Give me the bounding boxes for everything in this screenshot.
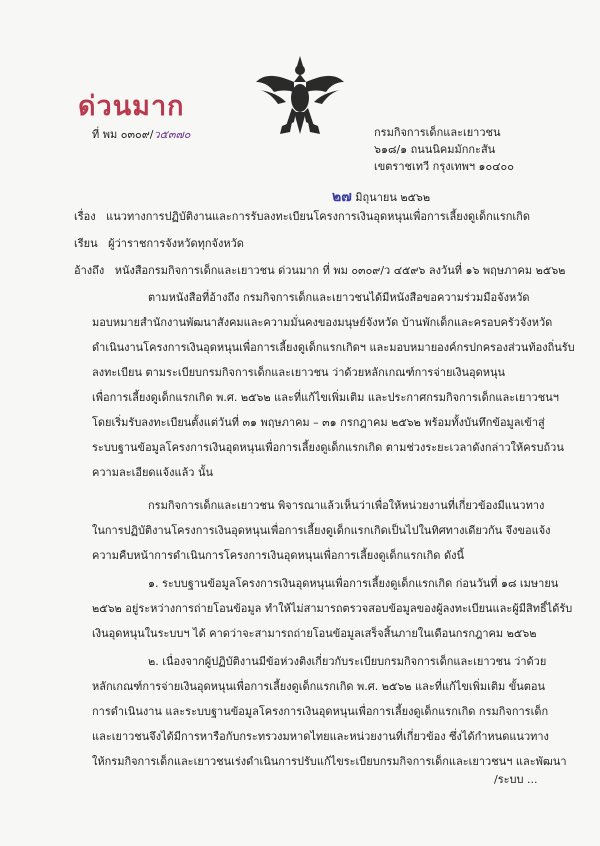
item2-line-3: การดำเนินงาน และระบบฐานข้อมูลโครงการเงินอุดหนุนเพื่อการเลี้ยงดูเด็กแรกเกิด กรมกิจการเด็ก — [92, 705, 549, 718]
garuda-emblem-icon — [250, 52, 350, 142]
urgent-stamp: ด่วนมาก — [78, 91, 185, 122]
sender-name: กรมกิจการเด็กและเยาวชน — [374, 126, 501, 139]
para1-line-7: ระบบฐานข้อมูลโครงการเงินอุดหนุนเพื่อการเลี้ยงดูเด็กแรกเกิด ตามช่วงระยะเวลาดังกล่าวให้ครบถ้วน — [92, 441, 564, 454]
item1-line-3: เงินอุดหนุนในระบบฯ ได้ คาดว่าจะสามารถถ่ายโอนข้อมูลเสร็จสิ้นภายในเดือนกรกฎาคม ๒๕๖๒ — [92, 627, 537, 640]
date-day-handwritten: ๒๗ — [332, 189, 352, 205]
item1-line-1: ๑. ระบบฐานข้อมูลโครงการเงินอุดหนุนเพื่อการเลี้ยงดูเด็กแรกเกิด ก่อนวันที่ ๑๘ เมษายน — [148, 577, 559, 590]
reference-number — [92, 125, 190, 143]
subject-line — [74, 210, 530, 224]
recipient-text: ผู้ว่าราชการจังหวัดทุกจังหวัด — [108, 237, 244, 250]
date-month-year: มิถุนายน ๒๕๖๒ — [355, 191, 431, 204]
para1-line-6: โดยเริ่มรับลงทะเบียนตั้งแต่วันที่ ๓๑ พฤษภาคม – ๓๑ กรกฎาคม ๒๕๖๒ พร้อมทั้งบันทึกข้อมูลเข้าสู่ — [92, 416, 545, 429]
para1-line-4: ลงทะเบียน ตามระเบียบกรมกิจการเด็กและเยาวชน ว่าด้วยหลักเกณฑ์การจ่ายเงินอุดหนุน — [92, 366, 506, 379]
para1-line-1: ตามหนังสือที่อ้างถึง กรมกิจการเด็กและเยาวชนได้มีหนังสือขอความร่วมมือจังหวัด — [148, 291, 530, 304]
para2-line-1: กรมกิจการเด็กและเยาวชน พิจารณาแล้วเห็นว่าเพื่อให้หน่วยงานที่เกี่ยวข้องมีแนวทาง — [148, 499, 545, 512]
subject-label: เรื่อง — [74, 210, 96, 223]
subject-text: แนวทางการปฏิบัติงานและการรับลงทะเบียนโครงการเงินอุดหนุนเพื่อการเลี้ยงดูเด็กแรกเกิด — [106, 210, 530, 223]
para2-line-2: ในการปฏิบัติงานโครงการเงินอุดหนุนเพื่อการเลี้ยงดูเด็กแรกเกิดเป็นไปในทิศทางเดียวกัน จึงขอแจ้ง — [92, 524, 551, 537]
reference-prefix: ที่ พม ๐๓๐๙/ — [92, 128, 154, 141]
para1-line-8: ความละเอียดแจ้งแล้ว นั้น — [92, 466, 214, 479]
item2-line-4: และเยาวชนจึงได้มีการหารือกับกระทรวงมหาดไทยและหน่วยงานที่เกี่ยวข้อง ซึ่งได้กำหนดแนวทาง — [92, 730, 549, 743]
item2-line-5: ให้กรมกิจการเด็กและเยาวชนเร่งดำเนินการปรับแก้ไขระเบียบกรมกิจการเด็กและเยาวชนฯ และพัฒนา — [92, 755, 567, 768]
reference-label: อ้างถึง — [74, 264, 105, 277]
para2-line-3: ความคืบหน้าการดำเนินการโครงการเงินอุดหนุนเพื่อการเลี้ยงดูเด็กแรกเกิด ดังนี้ — [92, 549, 464, 562]
sender-street: ๖๑๘/๑ ถนนนิคมมักกะสัน — [374, 143, 496, 156]
recipient-line — [74, 237, 244, 251]
continued-marker: /ระบบ ... — [494, 773, 538, 786]
para1-line-3: ดำเนินงานโครงการเงินอุดหนุนเพื่อการเลี้ยงดูเด็กแรกเกิดฯ และมอบหมายองค์กรปกครองส่วนท้องถิ่นรับ — [92, 341, 575, 354]
sender-district: เขตราชเทวี กรุงเทพฯ ๑๐๔๐๐ — [374, 160, 514, 173]
item2-line-2: หลักเกณฑ์การจ่ายเงินอุดหนุนเพื่อการเลี้ยงดูเด็กแรกเกิด พ.ศ. ๒๕๖๒ และที่แก้ไขเพิ่มเติม ขั้นตอน — [92, 680, 546, 693]
para1-line-2: มอบหมายสำนักงานพัฒนาสังคมและความมั่นคงของมนุษย์จังหวัด บ้านพักเด็กและครอบครัวจังหวัด — [92, 316, 553, 329]
para1-line-5: เพื่อการเลี้ยงดูเด็กแรกเกิด พ.ศ. ๒๕๖๒ และที่แก้ไขเพิ่มเติม และประกาศกรมกิจการเด็กและเยาวชนฯ — [92, 391, 559, 404]
recipient-label: เรียน — [74, 237, 98, 250]
item2-line-1: ๒. เนื่องจากผู้ปฏิบัติงานมีข้อห่วงติงเกี่ยวกับระเบียบกรมกิจการเด็กและเยาวชน ว่าด้วย — [148, 655, 547, 668]
reference-text: หนังสือกรมกิจการเด็กและเยาวชน ด่วนมาก ที่ พม ๐๓๐๙/ว ๔๕๙๖ ลงวันที่ ๑๖ พฤษภาคม ๒๕๖๒ — [114, 264, 566, 277]
document-date — [332, 186, 430, 208]
reference-handwritten: ว๕๓๗๐ — [153, 128, 191, 141]
reference-line — [74, 264, 565, 278]
item1-line-2: ๒๕๖๒ อยู่ระหว่างการถ่ายโอนข้อมูล ทำให้ไม่สามารถตรวจสอบข้อมูลของผู้ลงทะเบียนและผู้มีสิทธิ์ได้รับ — [92, 602, 573, 615]
